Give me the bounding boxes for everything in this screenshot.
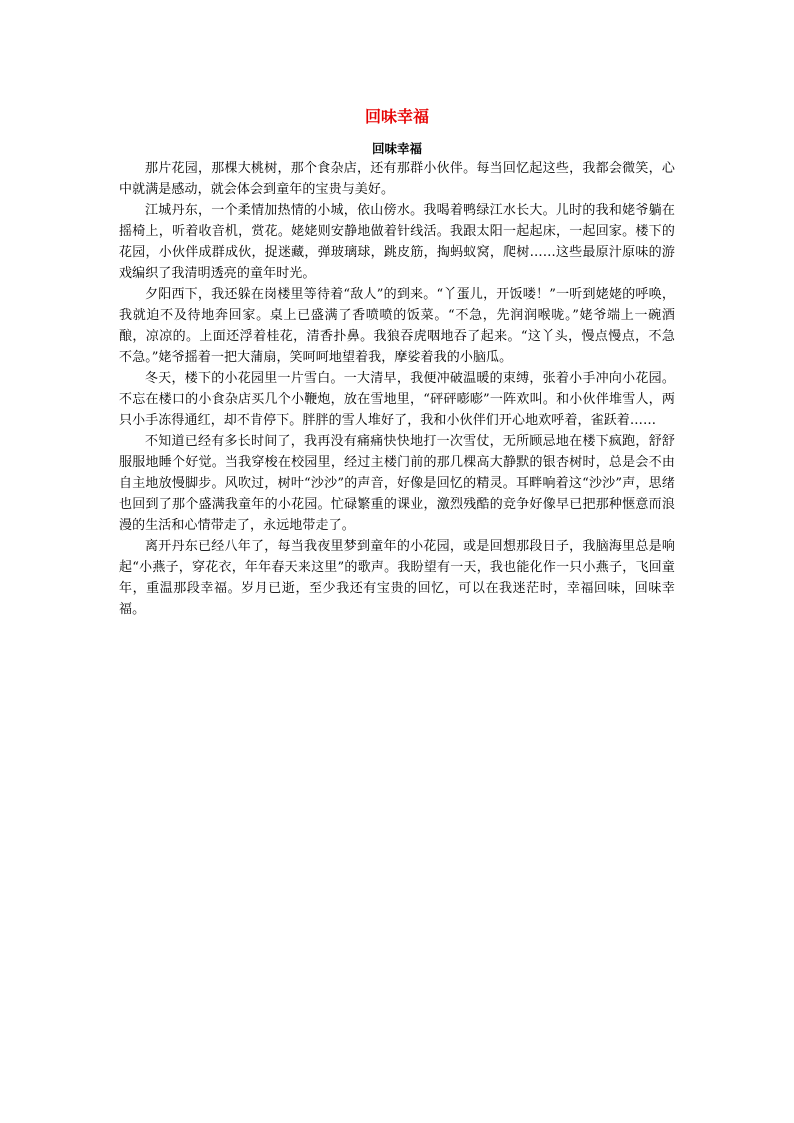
document-subtitle: 回味幸福	[371, 141, 422, 156]
paragraph-3: 夕阳西下，我还躲在岗楼里等待着“敌人”的到来。“丫蛋儿，开饭喽！”一听到姥姥的呼唤，我就迫不及待地奔回家。桌上已盛满了香喷喷的饭菜。“不急，先润润喉咙。”姥爷端上一碗酒酿，凉凉的。上面还浮着桂花，清香扑鼻。我狼吞虎咽地吞了起来。“这丫头，慢点慢点，不急不急。”姥爷摇着一把大蒲扇，笑呵呵地望着我，摩娑着我的小脑瓜。	[119, 287, 675, 365]
paragraph-1: 那片花园，那棵大桃树，那个食杂店，还有那群小伙伴。每当回忆起这些，我都会微笑，心中就满是感动，就会体会到童年的宝贵与美好。	[119, 161, 675, 197]
paragraph-2: 江城丹东，一个柔情加热情的小城，依山傍水。我喝着鸭绿江水长大。儿时的我和姥爷躺在摇椅上，听着收音机，赏花。姥姥则安静地做着针线活。我跟太阳一起起床，一起回家。楼下的花园，小伙伴成群成伙，捉迷藏，弹玻璃球，跳皮筋，掏蚂蚁窝，爬树……这些最原汁原味的游戏编织了我清明透亮的童年时光。	[119, 203, 675, 281]
essay-body	[119, 158, 675, 620]
paragraph-5: 不知道已经有多长时间了，我再没有痛痛快快地打一次雪仗，无所顾忌地在楼下疯跑，舒舒服服地睡个好觉。当我穿梭在校园里，经过主楼门前的那几棵高大静默的银杏树时，总是会不由自主地放慢脚步。风吹过，树叶“沙沙”的声音，好像是回忆的精灵。耳畔响着这“沙沙”声，思绪也回到了那个盛满我童年的小花园。忙碌繁重的课业，激烈残酷的竞争好像早已把那种惬意而浪漫的生活和心情带走了，永远地带走了。	[119, 434, 675, 533]
paragraph-4: 冬天，楼下的小花园里一片雪白。一大清早，我便冲破温暖的束缚，张着小手冲向小花园。不忘在楼口的小食杂店买几个小鞭炮，放在雪地里，“砰砰嘭嘭”一阵欢叫。和小伙伴堆雪人，两只小手冻得通红，却不肯停下。胖胖的雪人堆好了，我和小伙伴们开心地欢呼着，雀跃着……	[119, 371, 675, 428]
document-title: 回味幸福	[364, 107, 429, 126]
paragraph-6: 离开丹东已经八年了，每当我夜里梦到童年的小花园，或是回想那段日子，我脑海里总是响起“小燕子，穿花衣，年年春天来这里”的歌声。我盼望有一天，我也能化作一只小燕子，飞回童年，重温那段幸福。岁月已逝，至少我还有宝贵的回忆，可以在我迷茫时，幸福回味，回味幸福。	[119, 539, 675, 617]
